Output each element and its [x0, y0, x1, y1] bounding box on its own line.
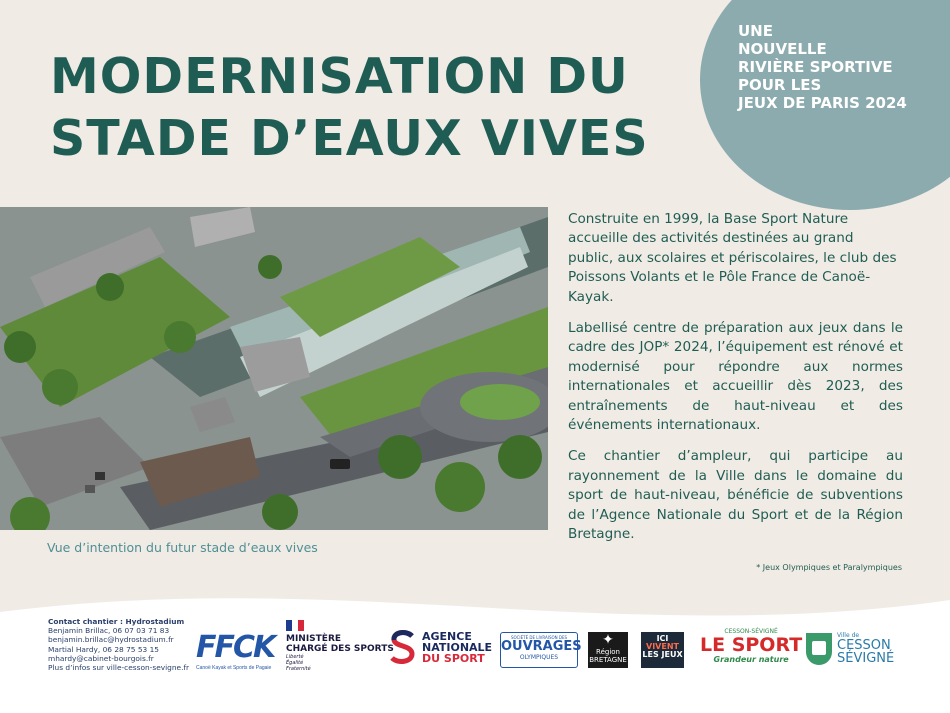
cesson-prefix: Ville de — [837, 632, 860, 639]
paragraph: Construite en 1999, la Base Sport Nature accueille des activités destinées au grand public, aux scolaires et périscolaires, le club des Poissons Volants et le Pôle France de Canoë-Kayak. — [568, 211, 897, 305]
ans-s-icon — [388, 630, 418, 664]
image-caption: Vue d’intention du futur stade d’eaux vives — [47, 540, 318, 555]
contact-email[interactable]: mhardy@cabinet-bourgois.fr — [48, 653, 154, 663]
bubble-line: JEUX DE PARIS 2024 — [738, 94, 907, 112]
paragraph: Ce chantier d’ampleur, qui participe au rayonnement de la Ville dans le domaine du sport de haut-niveau, bénéficie de subventions de l’Agence Nationale du Sport et de la Région Bretagne. — [568, 448, 903, 543]
footnote: * Jeux Olympiques et Paralympiques — [756, 563, 902, 572]
cesson-name: SÉVIGNÉ — [837, 651, 895, 666]
motto-line: Fraternité — [286, 666, 311, 672]
aerial-illustration — [0, 207, 548, 530]
region-bretagne-logo — [588, 632, 628, 668]
contact-heading: Contact chantier : Hydrostadium — [48, 617, 185, 626]
motto-line: Égalité — [286, 660, 304, 666]
ffck-logo-text: FFCK — [196, 630, 275, 665]
bubble-line: RIVIÈRE SPORTIVE — [738, 58, 893, 76]
ermine-icon: ✦ — [602, 632, 614, 648]
solideo-sub: OLYMPIQUES — [519, 654, 559, 661]
solideo-small: SOCIÉTÉ DE LIVRAISON DES — [510, 635, 568, 640]
cesson-name: CESSON — [837, 638, 891, 653]
lesport-tagline: Grandeur nature — [713, 655, 789, 664]
ici-line: LES JEUX — [642, 650, 683, 659]
solideo-logo — [500, 632, 582, 668]
cesson-shield-icon — [806, 633, 832, 665]
le-sport-logo — [700, 628, 802, 664]
contact-email[interactable]: benjamin.brillac@hydrostadium.fr — [48, 635, 174, 645]
contact-line: Benjamin Brillac, 06 07 03 71 83 — [48, 626, 170, 636]
contact-website[interactable]: Plus d’infos sur ville-cesson-sevigne.fr — [48, 663, 190, 673]
title-line: STADE D’EAUX VIVES — [50, 110, 649, 167]
french-flag-icon — [286, 620, 304, 631]
ans-logo — [388, 630, 492, 664]
contact-block — [48, 617, 189, 672]
lesport-city: CESSON-SÉVIGNÉ — [724, 628, 778, 635]
ici-line: VIVENT — [646, 642, 679, 651]
title-line: MODERNISATION DU — [50, 48, 629, 105]
aerial-rendering-image — [0, 207, 548, 530]
lesport-title: LE SPORT — [700, 634, 803, 656]
ans-line: AGENCE — [422, 629, 472, 643]
solideo-big: OUVRAGES — [501, 639, 582, 654]
motto-line: Liberté — [286, 654, 304, 660]
ministere-line: MINISTÈRE — [286, 634, 342, 644]
ici-vivent-les-jeux-logo — [641, 632, 684, 668]
ans-line: NATIONALE — [422, 640, 493, 654]
ici-line: ICI — [656, 634, 669, 643]
contact-line: Martial Hardy, 06 28 75 53 15 — [48, 644, 160, 654]
ffck-logo-subtitle: Canoë Kayak et Sports de Pagaie — [196, 665, 272, 671]
page-title — [50, 46, 649, 170]
bubble-line: NOUVELLE — [738, 40, 827, 58]
ministere-logo — [286, 620, 394, 672]
bretagne-text: Région BRETAGNE — [589, 648, 627, 664]
bubble-line: POUR LES — [738, 76, 822, 94]
ffck-logo — [196, 630, 274, 671]
bubble-line: UNE — [738, 22, 773, 40]
body-text — [568, 210, 903, 557]
ans-line: DU SPORT — [422, 651, 485, 665]
cesson-sevigne-logo — [806, 632, 894, 665]
paragraph: Labellisé centre de préparation aux jeux dans le cadre des JOP* 2024, l’équipement est rénové et modernisé pour répondre aux normes internationales et accueillir dès 2023, des entraînements de haut-niveau et des événements internationaux. — [568, 320, 903, 434]
bubble-text — [738, 22, 907, 112]
ministere-line: CHARGÉ DES SPORTS — [286, 644, 394, 654]
